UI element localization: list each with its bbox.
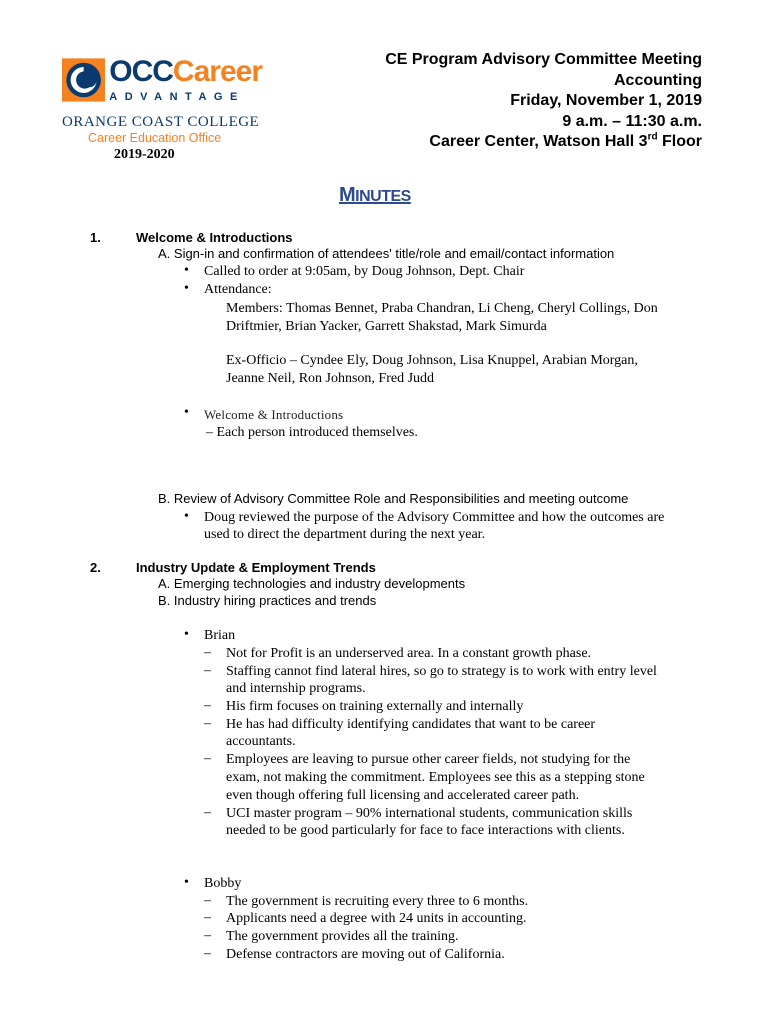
introductions-note: – Each person introduced themselves. [206, 425, 418, 440]
brian-point: even though offering full licensing and accelerated career path. [226, 788, 580, 803]
section-1-number: 1. [90, 230, 101, 245]
dash-marker: – [204, 946, 211, 961]
dash-marker: – [204, 663, 211, 678]
occ-logo [62, 50, 262, 163]
bullet-icon: • [184, 281, 189, 296]
section-2-item-a: A. Emerging technologies and industry developments [158, 576, 466, 591]
exofficio-line-1: Ex-Officio – Cyndee Ely, Doug Johnson, Lisa Knuppel, Arabian Morgan, [226, 353, 638, 368]
dash-marker: – [204, 928, 211, 943]
meeting-title: CE Program Advisory Committee Meeting [385, 51, 702, 68]
bobby-point: Applicants need a degree with 24 units in accounting. [226, 911, 527, 926]
section-2-item-b: B. Industry hiring practices and trends [158, 593, 377, 608]
brian-point: exam, not making the commitment. Employees see this as a stepping stone [226, 770, 645, 785]
bobby-point: The government is recruiting every three to 6 months. [226, 894, 529, 909]
section-2-title: Industry Update & Employment Trends [136, 560, 376, 575]
dash-marker: – [204, 805, 211, 820]
brian-point: needed to be good particularly for face to face interactions with clients. [226, 823, 625, 838]
dash-marker: – [204, 751, 211, 766]
meeting-header [385, 50, 702, 153]
brian-point: UCI master program – 90% international students, communication skills [226, 806, 633, 821]
speaker-bobby: Bobby [204, 876, 242, 891]
wave-logo-icon [62, 50, 105, 110]
dash-marker: – [204, 910, 211, 925]
brian-point: He has had difficulty identifying candidates that want to be career [226, 717, 596, 732]
dash-marker: – [204, 645, 211, 660]
exofficio-line-2: Jeanne Neil, Ron Johnson, Fred Judd [226, 371, 435, 386]
bullet-icon: • [184, 263, 189, 278]
dash-marker: – [204, 716, 211, 731]
purpose-line-2: used to direct the department during the next year. [204, 527, 486, 542]
brand-career: Career [172, 55, 262, 88]
purpose-line-1: Doug reviewed the purpose of the Advisory Committee and how the outcomes are [204, 510, 665, 525]
brian-point: His firm focuses on training externally and internally [226, 699, 524, 714]
attendance-label: Attendance: [204, 282, 272, 297]
brand-occ: OCC [109, 55, 173, 88]
bobby-point: Defense contractors are moving out of California. [226, 947, 505, 962]
section-1-title: Welcome & Introductions [136, 230, 293, 245]
dash-marker: – [204, 893, 211, 908]
section-2-number: 2. [90, 560, 101, 575]
welcome-introductions: Welcome & Introductions [204, 407, 344, 422]
brand-advantage: ADVANTAGE [109, 91, 245, 103]
brian-point: accountants. [226, 734, 296, 749]
section-1-item-a: A. Sign-in and confirmation of attendees' title/role and email/contact information [158, 246, 615, 261]
meeting-time: 9 a.m. – 11:30 a.m. [562, 112, 702, 130]
brian-point: Not for Profit is an underserved area. In a constant growth phase. [226, 646, 592, 661]
meeting-program: Accounting [614, 71, 702, 89]
brian-point: Staffing cannot find lateral hires, so go to strategy is to work with entry level [226, 664, 657, 679]
members-line-1: Members: Thomas Bennet, Praba Chandran, Li Cheng, Cheryl Collings, Don [226, 301, 658, 316]
brian-point: Employees are leaving to pursue other career fields, not studying for the [226, 752, 631, 767]
bullet-icon: • [184, 405, 189, 420]
section-1-item-b: B. Review of Advisory Committee Role and Responsibilities and meeting outcome [158, 491, 629, 506]
bobby-point: The government provides all the training. [226, 929, 459, 944]
brian-point: and internship programs. [226, 681, 366, 696]
school-year: 2019-2020 [114, 147, 175, 162]
members-line-2: Driftmier, Brian Yacker, Garrett Shakstad, Mark Simurda [226, 319, 547, 334]
college-name: ORANGE COAST COLLEGE [62, 114, 260, 130]
bullet-icon: • [184, 627, 189, 642]
meeting-date: Friday, November 1, 2019 [510, 92, 702, 109]
speaker-brian: Brian [204, 628, 236, 643]
meeting-location: Career Center, Watson Hall 3rd Floor [429, 131, 702, 150]
bullet-icon: • [184, 509, 189, 524]
dash-marker: – [204, 698, 211, 713]
office-name: Career Education Office [88, 131, 222, 145]
bullet-icon: • [184, 875, 189, 890]
called-to-order: Called to order at 9:05am, by Doug Johnson, Dept. Chair [204, 264, 525, 279]
minutes-heading: MINUTES [339, 184, 411, 206]
